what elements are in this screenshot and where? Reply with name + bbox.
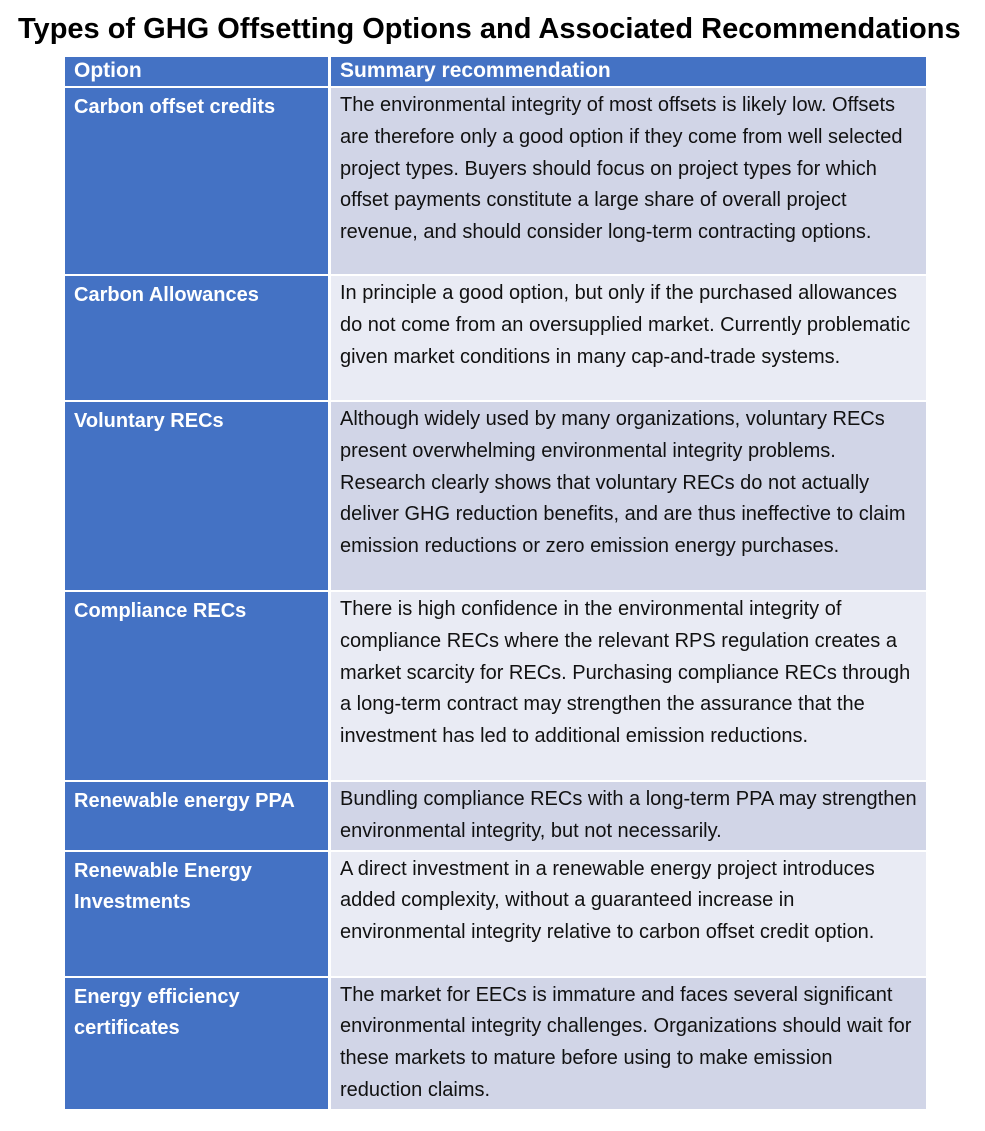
- table-row: [65, 276, 926, 402]
- table-row: [65, 978, 926, 1109]
- option-cell: Energy efficiency certificates: [65, 978, 331, 1109]
- table-row: [65, 592, 926, 782]
- column-header-summary: Summary recommendation: [331, 57, 926, 88]
- column-header-option: Option: [65, 57, 331, 88]
- option-cell: Voluntary RECs: [65, 402, 331, 592]
- recommendation-cell: There is high confidence in the environmental integrity of compliance RECs where the relevant RPS regulation creates a market scarcity for RECs. Purchasing compliance RECs through a long-term contract may strengthen the assurance that the investment has led to additional emission reductions.: [331, 592, 926, 782]
- table-container: [65, 57, 926, 1109]
- table-row: [65, 402, 926, 592]
- option-cell: Carbon offset credits: [65, 88, 331, 276]
- recommendation-cell: A direct investment in a renewable energy project introduces added complexity, without a guaranteed increase in environmental integrity relative to carbon offset credit option.: [331, 852, 926, 978]
- header-row: [65, 57, 926, 88]
- option-cell: Carbon Allowances: [65, 276, 331, 402]
- recommendation-cell: The environmental integrity of most offsets is likely low. Offsets are therefore only a good option if they come from well selected project types. Buyers should focus on project types for which offset payments constitute a large share of overall project revenue, and should consider long-term contracting options.: [331, 88, 926, 276]
- table-row: [65, 782, 926, 852]
- table-row: [65, 88, 926, 276]
- recommendation-cell: In principle a good option, but only if the purchased allowances do not come from an oversupplied market. Currently problematic given market conditions in many cap-and-trade systems.: [331, 276, 926, 402]
- recommendation-cell: Bundling compliance RECs with a long-term PPA may strengthen environmental integrity, but not necessarily.: [331, 782, 926, 852]
- option-cell: Compliance RECs: [65, 592, 331, 782]
- table-row: [65, 852, 926, 978]
- recommendation-cell: The market for EECs is immature and faces several significant environmental integrity challenges. Organizations should wait for these markets to mature before using to make emission reduction claims.: [331, 978, 926, 1109]
- ghg-options-table: [65, 57, 926, 1109]
- page-title: Types of GHG Offsetting Options and Associated Recommendations: [18, 13, 961, 45]
- option-cell: Renewable energy PPA: [65, 782, 331, 852]
- option-cell: Renewable Energy Investments: [65, 852, 331, 978]
- recommendation-cell: Although widely used by many organizations, voluntary RECs present overwhelming environmental integrity problems. Research clearly shows that voluntary RECs do not actually deliver GHG reduction benefits, and are thus ineffective to claim emission reductions or zero emission energy purchases.: [331, 402, 926, 592]
